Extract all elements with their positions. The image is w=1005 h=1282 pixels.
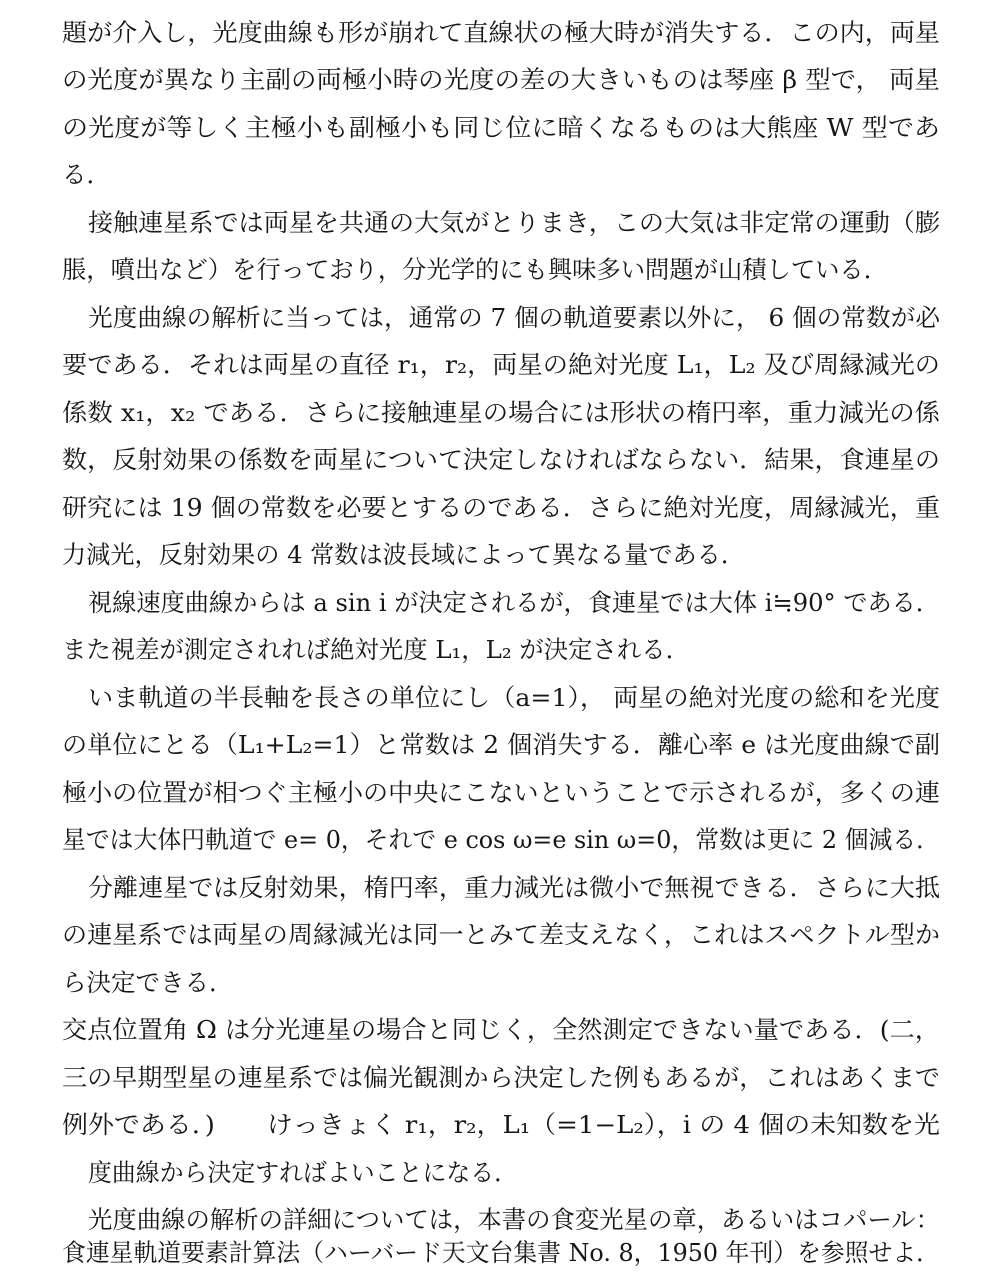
- text-line: 分離連星では反射効果，楕円率，重力減光は微小で無視できる．さらに大抵: [88, 873, 940, 902]
- text-line: 食連星軌道要素計算法（ハーバード天文台集書 No. 8，1950 年刊）を参照せよ．: [62, 1238, 940, 1267]
- text-line: 力減光，反射効果の 4 常数は波長域によって異なる量である．: [62, 540, 745, 569]
- text-line: いま軌道の半長軸を長さの単位にし（a=1）， 両星の絶対光度の総和を光度: [88, 683, 940, 712]
- text-line: 数，反射効果の係数を両星について決定しなければならない．結果，食連星の: [62, 445, 940, 474]
- text-line: 例外である．) けっきょく r₁，r₂，L₁（=1−L₂），i の 4 個の未知数を光: [62, 1110, 940, 1139]
- text-line: 視線速度曲線からは a sin i が決定されるが，食連星では大体 i≒90° である．: [88, 588, 940, 617]
- text-line: 光度曲線の解析に当っては，通常の 7 個の軌道要素以外に， 6 個の常数が必: [88, 303, 940, 332]
- text-line: 要である．それは両星の直径 r₁，r₂，両星の絶対光度 L₁，L₂ 及び周縁減光の: [62, 350, 940, 379]
- text-line: 接触連星系では両星を共通の大気がとりまき，この大気は非定常の運動（膨: [88, 208, 941, 237]
- text-line: 光度曲線の解析の詳細については，本書の食変光星の章，あるいはコパール：: [88, 1205, 940, 1234]
- text-line: の連星系では両星の周縁減光は同一とみて差支えなく，これはスペクトル型か: [62, 920, 940, 949]
- text-line: 交点位置角 Ω は分光連星の場合と同じく，全然測定できない量である．(二，: [62, 1015, 940, 1044]
- text-line: 脹，噴出など）を行っており，分光学的にも興味多い問題が山積している．: [62, 255, 888, 284]
- text-line: 研究には 19 個の常数を必要とするのである．さらに絶対光度，周縁減光，重: [62, 493, 940, 522]
- text-line: る．: [62, 160, 111, 189]
- text-line: 三の早期型星の連星系では偏光観測から決定した例もあるが，これはあくまで: [62, 1063, 940, 1092]
- text-line: の単位にとる（L₁+L₂=1）と常数は 2 個消失する．離心率 e は光度曲線で副: [62, 730, 940, 759]
- text-line: 星では大体円軌道で e= 0，それで e cos ω=e sin ω=0，常数は更に 2 個減る．: [62, 825, 940, 854]
- text-line: の光度が異なり主副の両極小時の光度の差の大きいものは琴座 β 型で， 両星: [62, 65, 940, 94]
- text-line: の光度が等しく主極小も副極小も同じ位に暗くなるものは大熊座 W 型であ: [62, 113, 940, 142]
- text-line: 極小の位置が相つぐ主極小の中央にこないということで示されるが，多くの連: [62, 778, 940, 807]
- text-line: 題が介入し，光度曲線も形が崩れて直線状の極大時が消失する．この内，両星: [62, 18, 940, 47]
- text-line: また視差が測定されれば絶対光度 L₁，L₂ が決定される．: [62, 635, 690, 664]
- text-line: 係数 x₁，x₂ である．さらに接触連星の場合には形状の楕円率，重力減光の係: [62, 398, 940, 427]
- text-line: 度曲線から決定すればよいことになる．: [88, 1158, 518, 1187]
- text-line: ら決定できる．: [62, 968, 234, 997]
